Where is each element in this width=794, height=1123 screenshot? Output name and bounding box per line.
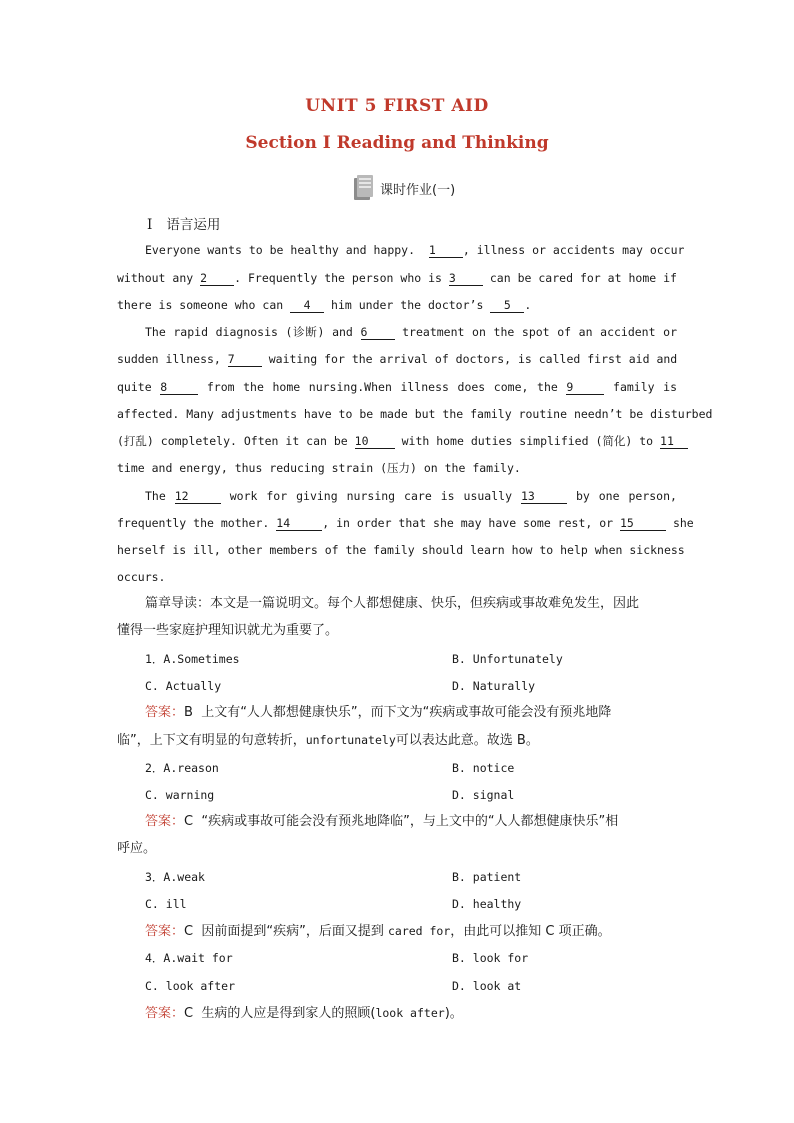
- passage-line: without any 2 . Frequently the person who is 3 can be cared for at home if: [117, 271, 677, 285]
- answer-key: 答案：: [145, 814, 185, 829]
- unit-title: UNIT 5 FIRST AID: [305, 96, 489, 116]
- answer-key: 答案：: [145, 1006, 185, 1021]
- option-d: D. Naturally: [452, 679, 536, 693]
- option-d: D. signal: [452, 788, 515, 802]
- option-b: B. look for: [452, 951, 529, 965]
- option-c: C. look after: [145, 979, 236, 993]
- option-b: B. patient: [452, 870, 522, 884]
- passage-line: there is someone who can 4 him under the doctor’s 5 .: [117, 298, 532, 312]
- part-title: 语言运用: [166, 217, 221, 233]
- book-icon: [352, 174, 374, 200]
- option-b: B. notice: [452, 761, 515, 775]
- blank-1: 1: [429, 244, 463, 258]
- blank-6: 6: [361, 326, 395, 340]
- part-heading: [147, 213, 220, 233]
- option-a: 1．A.Sometimes: [145, 652, 240, 666]
- blank-5: 5: [490, 299, 524, 313]
- passage-line: Everyone wants to be healthy and happy. 1 , illness or accidents may occur: [145, 243, 685, 257]
- passage-line: herself is ill, other members of the family should learn how to help when sickness: [117, 543, 685, 557]
- blank-10: 10: [355, 435, 395, 449]
- blank-8: 8: [160, 381, 198, 395]
- passage-line: quite 8 from the home nursing.When illness does come, the 9 family is: [117, 380, 677, 394]
- passage-guide: 懂得一些家庭护理知识就尤为重要了。: [117, 623, 339, 638]
- answer-explanation: 答案：C 生病的人应是得到家人的照顾(look after)。: [145, 1006, 463, 1021]
- blank-4: 4: [290, 299, 324, 313]
- option-a: 2．A.reason: [145, 761, 219, 775]
- answer-explanation: 答案：C 因前面提到“疾病”，后面又提到 cared for，由此可以推知 C 项正确。: [145, 924, 611, 939]
- part-number: Ⅰ: [147, 217, 153, 233]
- answer-key: 答案：: [145, 705, 185, 720]
- option-d: D. look at: [452, 979, 522, 993]
- blank-9: 9: [566, 381, 604, 395]
- homework-label: 课时作业(一): [380, 183, 456, 198]
- option-d: D. healthy: [452, 897, 522, 911]
- option-a: 4．A.wait for: [145, 951, 233, 965]
- answer-explanation: 临”，上下文有明显的句意转折，unfortunately可以表达此意。故选 B。: [117, 733, 539, 748]
- option-c: C. ill: [145, 897, 187, 911]
- option-c: C. Actually: [145, 679, 222, 693]
- option-b: B. Unfortunately: [452, 652, 563, 666]
- passage-line: The rapid diagnosis (诊断) and 6 treatment on the spot of an accident or: [145, 325, 677, 339]
- blank-2: 2: [200, 272, 234, 286]
- answer-explanation: 答案：B 上文有“人人都想健康快乐”，而下文为“疾病或事故可能会没有预兆地降: [145, 705, 612, 720]
- blank-14: 14: [276, 517, 322, 531]
- blank-12: 12: [175, 490, 221, 504]
- passage-guide: 篇章导读：本文是一篇说明文。每个人都想健康、快乐，但疾病或事故难免发生，因此: [145, 596, 640, 611]
- blank-13: 13: [521, 490, 567, 504]
- passage-line: occurs.: [117, 570, 166, 584]
- passage-line: time and energy, thus reducing strain (压力) on the family.: [117, 461, 521, 475]
- passage-line: sudden illness, 7 waiting for the arrival of doctors, is called first aid and: [117, 352, 678, 366]
- homework-heading: [352, 170, 455, 200]
- passage-line: (打乱) completely. Often it can be 10 with home duties simplified (简化) to 11: [117, 433, 677, 449]
- blank-15: 15: [620, 517, 666, 531]
- blank-3: 3: [449, 272, 483, 286]
- answer-key: 答案：: [145, 924, 185, 939]
- passage-line: frequently the mother. 14 , in order that she may have some rest, or 15 she: [117, 516, 694, 530]
- answer-explanation: 呼应。: [117, 841, 157, 856]
- blank-7: 7: [228, 353, 262, 367]
- option-a: 3．A.weak: [145, 870, 205, 884]
- section-title: Section Ⅰ Reading and Thinking: [245, 133, 549, 153]
- blank-11: 11: [660, 435, 688, 449]
- option-c: C. warning: [145, 788, 215, 802]
- passage-line: The 12 work for giving nursing care is usually 13 by one person,: [145, 489, 677, 503]
- passage-line: affected. Many adjustments have to be made but the family routine needn’t be disturbed: [117, 407, 713, 421]
- answer-explanation: 答案：C “疾病或事故可能会没有预兆地降临”，与上文中的“人人都想健康快乐”相: [145, 814, 619, 829]
